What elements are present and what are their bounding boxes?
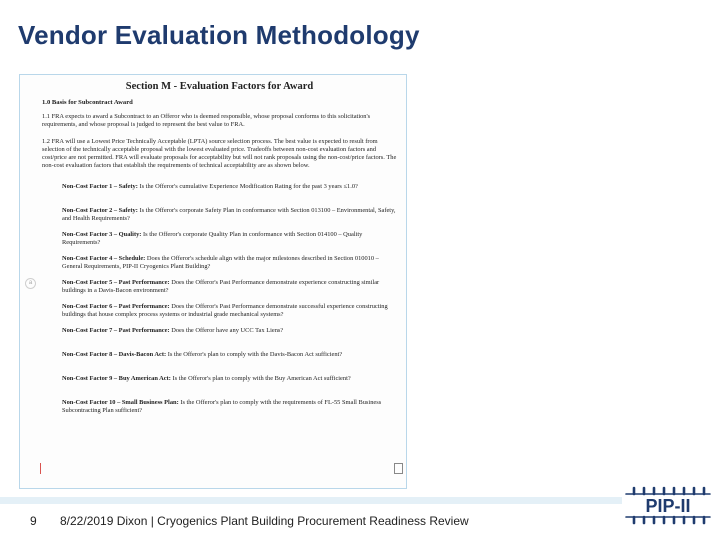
factor-text: Is the Offeror's plan to comply with the Buy American Act sufficient?: [172, 375, 351, 383]
factor-item: [62, 231, 397, 247]
factor-label: Non-Cost Factor 4 – Schedule:: [62, 255, 146, 263]
logo-text: PIP-II: [645, 496, 691, 516]
factor-item: [62, 207, 397, 223]
factor-item: [62, 255, 397, 271]
factor-item: [62, 375, 397, 391]
factor-text: Is the Offeror's plan to comply with the Davis-Bacon Act sufficient?: [167, 351, 343, 359]
document-title: Section M - Evaluation Factors for Award: [125, 81, 314, 92]
factor-list: [62, 183, 397, 415]
pip-ii-logo: [622, 482, 714, 528]
document-heading: 1.0 Basis for Subcontract Award: [42, 99, 133, 106]
factor-text: Does the Offeror's Past Performance demonstrate successful experience constructing buildings that house complex process systems or industrial grade mechanical systems?: [62, 303, 388, 318]
factor-text: Is the Offeror's corporate Safety Plan in conformance with Section 013100 – Environmental, Safety, and Health Requirements?: [62, 207, 396, 222]
factor-text: Does the Offeror's Past Performance demonstrate experience constructing similar buildings in a Davis-Bacon environment?: [62, 279, 380, 294]
footer-rule: [0, 497, 622, 504]
factor-label: Non-Cost Factor 8 – Davis-Bacon Act:: [62, 351, 167, 359]
factor-label: Non-Cost Factor 1 – Safety:: [62, 183, 138, 191]
factor-label: Non-Cost Factor 6 – Past Performance:: [62, 303, 170, 311]
document-image: [19, 74, 407, 489]
factor-item: [62, 351, 397, 367]
document-paragraph-2: 1.2 FRA will use a Lowest Price Technically Acceptable (LPTA) source selection process. The best value is expected to result from selection of the technically acceptable proposal with the lowest evaluated price. Tradeoffs between non-cost evaluation factors and cost/price are not permitted. FRA will evaluate proposals for acceptability but will not rank proposals using the non-cost/price factors. The non-cost evaluation factors that establish the requirements of technical acceptability are as shown below.: [42, 138, 397, 169]
scan-artifact-box: [394, 463, 403, 474]
factor-label: Non-Cost Factor 9 – Buy American Act:: [62, 375, 171, 383]
factor-label: Non-Cost Factor 7 – Past Performance:: [62, 327, 170, 335]
slide-title: Vendor Evaluation Methodology: [18, 20, 420, 50]
factor-item: [62, 399, 397, 415]
scan-artifact-mark: [40, 463, 41, 474]
factor-text: Does the Offeror have any UCC Tax Liens?: [171, 327, 284, 335]
document-content: [42, 81, 397, 423]
factor-item: [62, 183, 397, 199]
footer-text: 8/22/2019 Dixon | Cryogenics Plant Building Procurement Readiness Review: [60, 514, 469, 528]
page-number: 9: [30, 514, 37, 528]
factor-text: Is the Offeror's corporate Quality Plan in conformance with Section 014100 – Quality Requirements?: [62, 231, 363, 246]
document-paragraph-1: 1.1 FRA expects to award a Subcontract to an Offeror who is deemed responsible, whose proposal conforms to this solicitation's requirements, and whose proposal is judged to represent the best value to FRA.: [42, 113, 371, 128]
factor-label: Non-Cost Factor 5 – Past Performance:: [62, 279, 170, 287]
factor-item: [62, 303, 397, 319]
factor-label: Non-Cost Factor 3 – Quality:: [62, 231, 142, 239]
factor-item: [62, 279, 397, 295]
factor-label: Non-Cost Factor 2 – Safety:: [62, 207, 138, 215]
scan-artifact-circle: a: [25, 278, 36, 289]
factor-label: Non-Cost Factor 10 – Small Business Plan:: [62, 399, 179, 407]
factor-item: [62, 327, 397, 343]
factor-text: Is the Offeror's plan to comply with the requirements of FL-55 Small Business Subcontracting Plan sufficient?: [62, 399, 382, 414]
factor-text: Does the Offeror's schedule align with the major milestones described in Section 010010 – General Requirements, PIP-II Cryogenics Plant Building?: [62, 255, 379, 270]
factor-text: Is the Offeror's cumulative Experience Modification Rating for the past 3 years ≤1.0?: [139, 183, 358, 191]
